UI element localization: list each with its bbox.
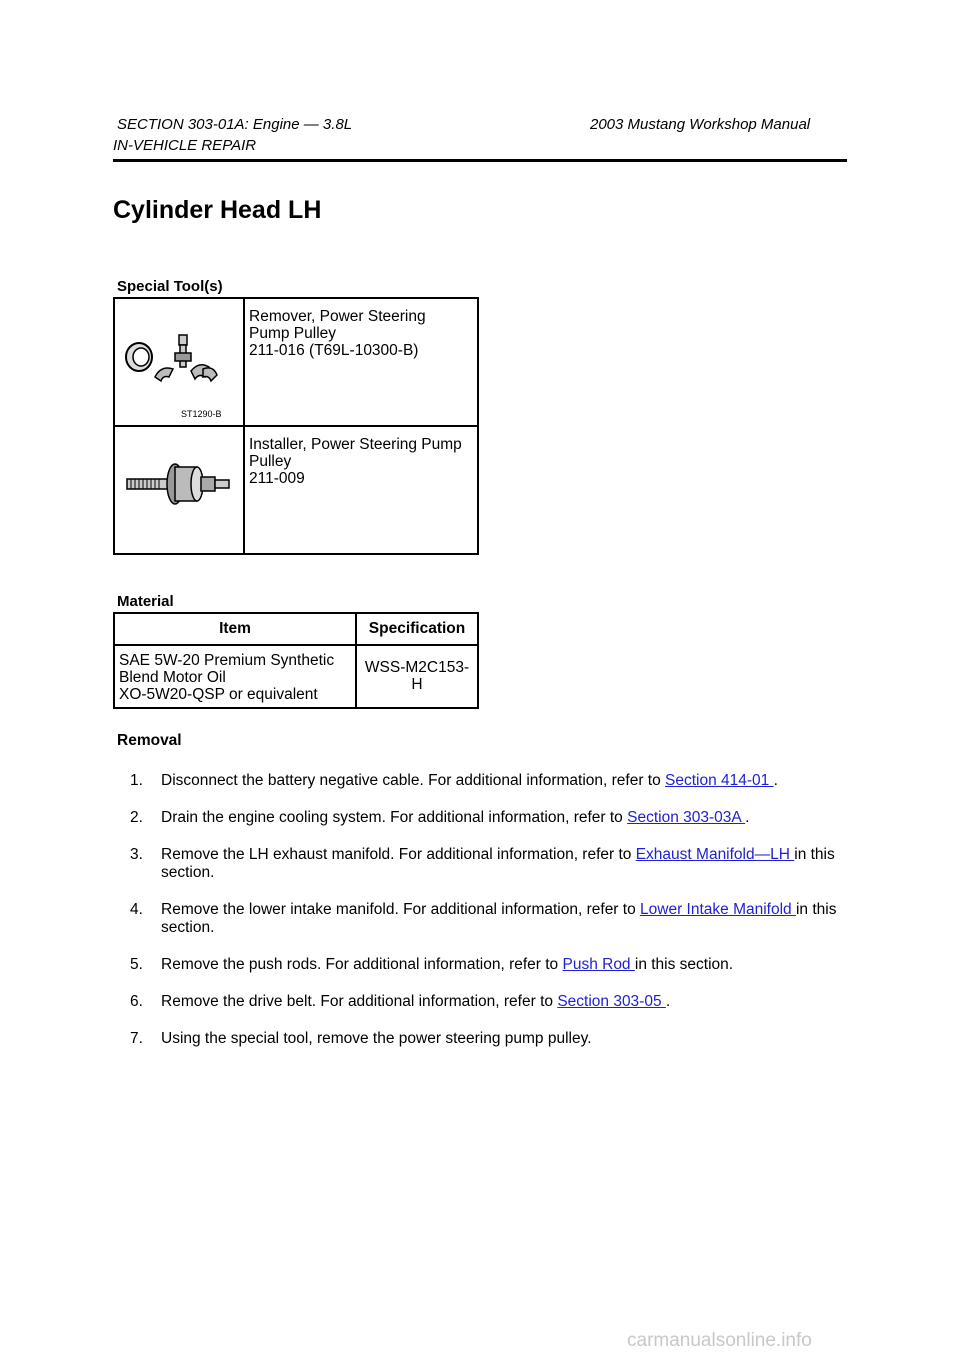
step-number: 7. xyxy=(130,1030,143,1047)
tool-stamp: ST1290-B xyxy=(181,409,222,419)
list-item xyxy=(130,846,850,882)
tool-description xyxy=(244,426,478,554)
step-text: Remove the LH exhaust manifold. For additional information, refer to xyxy=(161,846,636,863)
list-item xyxy=(130,956,850,974)
material-header-row xyxy=(114,613,478,645)
material-table xyxy=(113,612,479,709)
exhaust-manifold-lh-link[interactable]: Exhaust Manifold—LH xyxy=(635,846,795,863)
material-item-cell xyxy=(114,645,356,708)
tool-line: Pump Pulley xyxy=(249,325,337,342)
step-number: 6. xyxy=(130,993,143,1010)
step-text-tail: in this section. xyxy=(634,956,734,973)
tool-image-cell xyxy=(114,426,244,554)
list-item xyxy=(130,772,850,790)
tool-line: 211-016 (T69L-10300-B) xyxy=(249,342,419,359)
material-line: XO-5W20-QSP or equivalent xyxy=(119,686,318,703)
list-item xyxy=(130,1030,850,1048)
spec-line: WSS-M2C153- xyxy=(364,659,470,676)
pulley-installer-tool-icon xyxy=(123,461,235,507)
special-tools-table xyxy=(113,297,479,555)
material-line: SAE 5W-20 Premium Synthetic xyxy=(119,652,335,669)
page-title: Cylinder Head LH xyxy=(113,196,322,224)
manual-title: 2003 Mustang Workshop Manual xyxy=(590,116,811,133)
section-header: SECTION 303-01A: Engine — 3.8L xyxy=(117,116,353,133)
tool-image-cell xyxy=(114,298,244,426)
removal-heading: Removal xyxy=(117,732,182,749)
step-text: Remove the push rods. For additional information, refer to xyxy=(161,956,563,973)
step-text-tail: in this section. xyxy=(161,901,837,936)
list-item xyxy=(130,809,850,827)
material-spec-cell xyxy=(356,645,478,708)
step-number: 5. xyxy=(130,956,143,973)
pulley-remover-tool-icon xyxy=(123,327,235,395)
step-text-tail: in this section. xyxy=(161,846,835,881)
step-text-tail: . xyxy=(665,993,671,1010)
header-rule xyxy=(113,159,847,162)
step-number: 1. xyxy=(130,772,143,789)
subsection-header: IN-VEHICLE REPAIR xyxy=(113,137,257,154)
step-text: Drain the engine cooling system. For additional information, refer to xyxy=(161,809,628,826)
watermark: carmanualsonline.info xyxy=(627,1330,812,1351)
tool-description xyxy=(244,298,478,426)
step-number: 4. xyxy=(130,901,143,918)
column-header: Specification xyxy=(356,613,478,645)
column-header: Item xyxy=(114,613,356,645)
step-number: 2. xyxy=(130,809,143,826)
section-303-03a-link[interactable]: Section 303-03A xyxy=(627,809,746,826)
step-text: Disconnect the battery negative cable. For additional information, refer to xyxy=(161,772,666,789)
list-item xyxy=(130,901,850,937)
lower-intake-manifold-link[interactable]: Lower Intake Manifold xyxy=(640,901,796,918)
removal-steps xyxy=(130,772,850,1067)
step-text-tail: . xyxy=(773,772,778,789)
step-text: Using the special tool, remove the power steering pump pulley. xyxy=(161,1030,592,1047)
table-row xyxy=(114,645,478,708)
step-text-tail: . xyxy=(745,809,750,826)
tool-line: Installer, Power Steering Pump xyxy=(249,436,462,453)
special-tools-caption: Special Tool(s) xyxy=(117,278,223,295)
step-text: Remove the lower intake manifold. For additional information, refer to xyxy=(161,901,641,918)
tool-line: 211-009 xyxy=(249,470,305,487)
material-caption: Material xyxy=(117,593,174,610)
tool-row xyxy=(114,298,478,426)
step-text: Remove the drive belt. For additional information, refer to xyxy=(161,993,558,1010)
spec-line: H xyxy=(411,676,423,693)
tool-line: Pulley xyxy=(249,453,292,470)
step-number: 3. xyxy=(130,846,143,863)
tool-row xyxy=(114,426,478,554)
tool-line: Remover, Power Steering xyxy=(249,308,426,325)
section-414-01-link[interactable]: Section 414-01 xyxy=(665,772,774,789)
section-303-05-link[interactable]: Section 303-05 xyxy=(557,993,666,1010)
list-item xyxy=(130,993,850,1011)
push-rod-link[interactable]: Push Rod xyxy=(562,956,635,973)
material-line: Blend Motor Oil xyxy=(119,669,226,686)
